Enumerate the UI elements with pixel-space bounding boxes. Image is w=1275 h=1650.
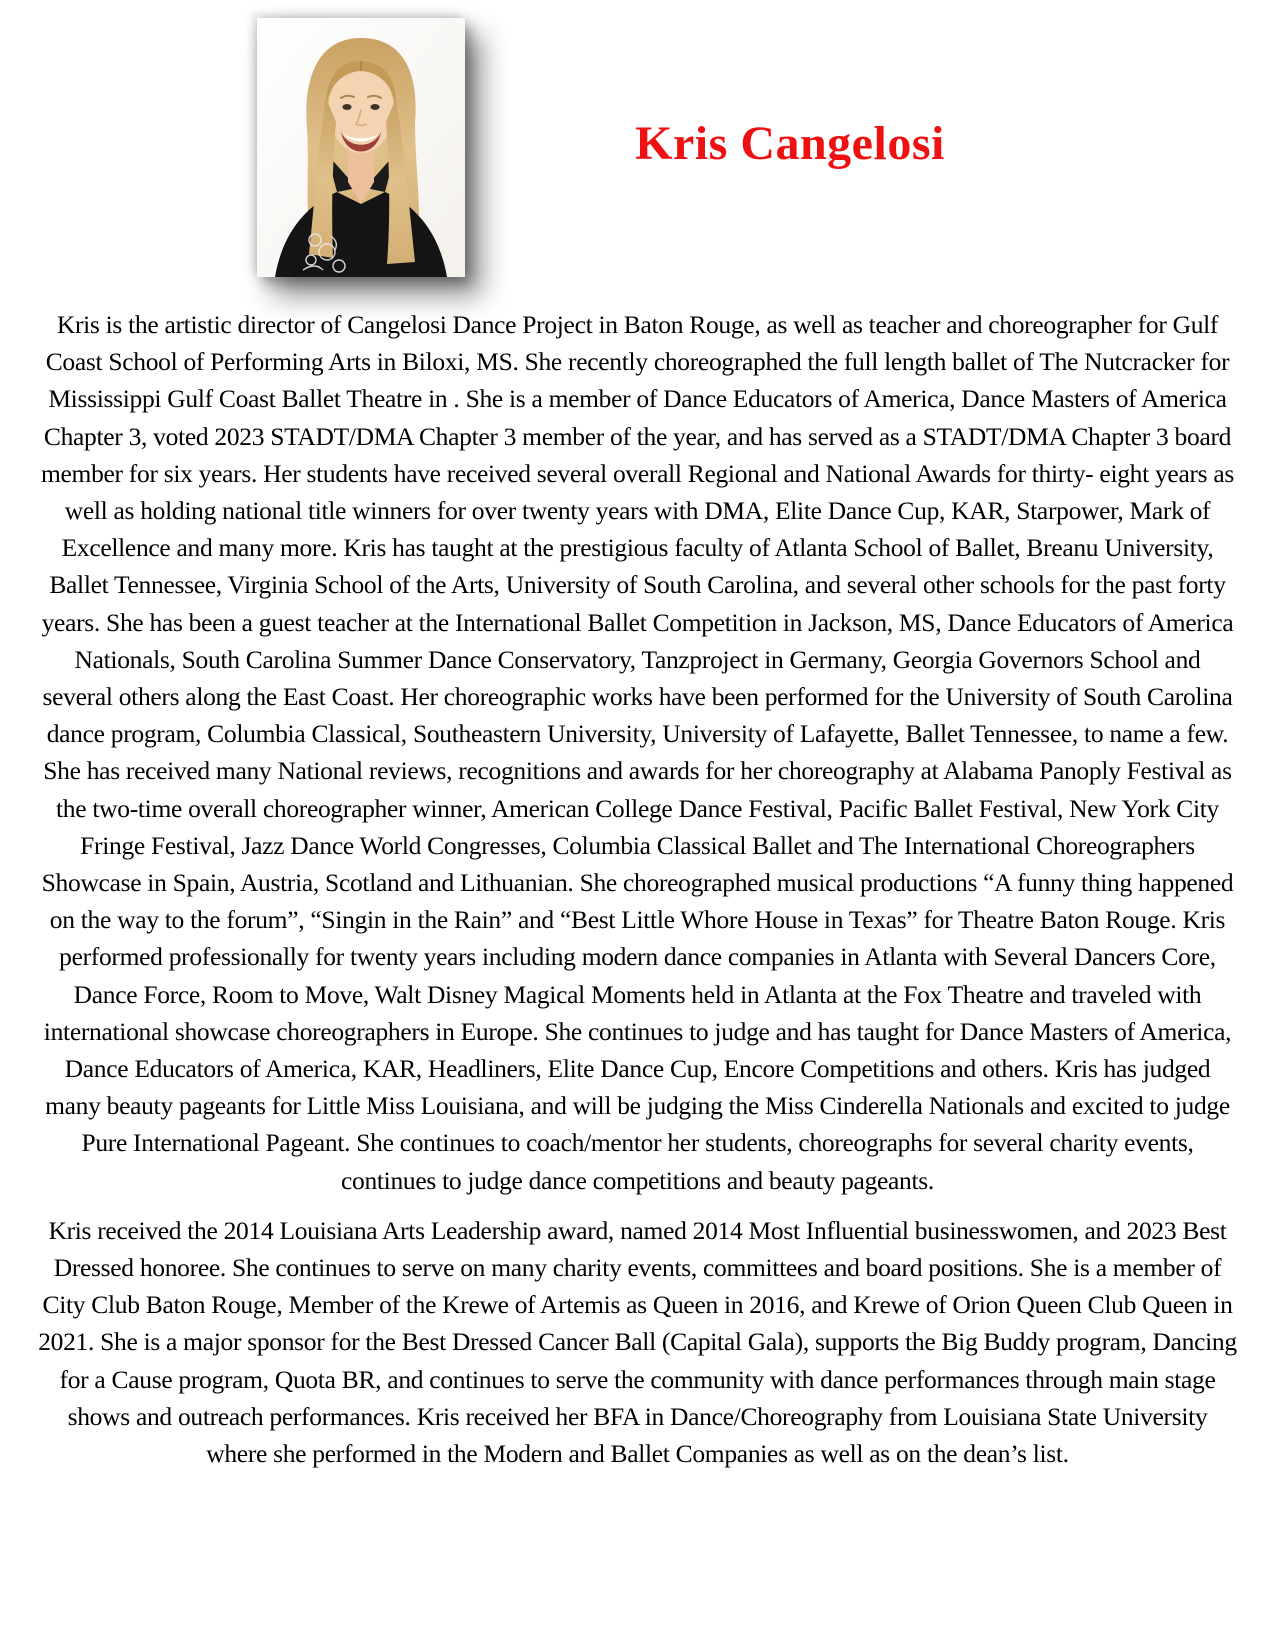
bio-paragraph-2: Kris received the 2014 Louisiana Arts Leadership award, named 2014 Most Influential businesswomen, and 2023 Best Dressed honoree. She continues to serve on many charity events, committees and board positions. She is a member of City Club Baton Rouge, Member of the Krewe of Artemis as Queen in 2016, and Krewe of Orion Queen Club Queen in 2021. She is a major sponsor for the Best Dressed Cancer Ball (Capital Gala), supports the Big Buddy program, Dancing for a Cause program, Quota BR, and continues to serve the community with dance performances through main stage shows and outreach performances. Kris received her BFA in Dance/Choreography from Louisiana State University where she performed in the Modern and Ballet Companies as well as on the dean’s list.	[38, 1215, 1237, 1469]
bio-paragraph-1: Kris is the artistic director of Cangelosi Dance Project in Baton Rouge, as well as teacher and choreographer for Gulf Coast School of Performing Arts in Biloxi, MS. She recently choreographed the full length ballet of The Nutcracker for Mississippi Gulf Coast Ballet Theatre in . She is a member of Dance Educators of America, Dance Masters of America Chapter 3, voted 2023 STADT/DMA Chapter 3 member of the year, and has served as a STADT/DMA Chapter 3 board member for six years. Her students have received several overall Regional and National Awards for thirty- eight years as well as holding national title winners for over twenty years with DMA, Elite Dance Cup, KAR, Starpower, Mark of Excellence and many more. Kris has taught at the prestigious faculty of Atlanta School of Ballet, Breanu University, Ballet Tennessee, Virginia School of the Arts, University of South Carolina, and several other schools for the past forty years. She has been a guest teacher at the International Ballet Competition in Jackson, MS, Dance Educators of America Nationals, South Carolina Summer Dance Conservatory, Tanzproject in Germany, Georgia Governors School and several others along the East Coast. Her choreographic works have been performed for the University of South Carolina dance program, Columbia Classical, Southeastern University, University of Lafayette, Ballet Tennessee, to name a few. She has received many National reviews, recognitions and awards for her choreography at Alabama Panoply Festival as the two-time overall choreographer winner, American College Dance Festival, Pacific Ballet Festival, New York City Fringe Festival, Jazz Dance World Congresses, Columbia Classical Ballet and The International Choreographers Showcase in Spain, Austria, Scotland and Lithuanian. She choreographed musical productions “A funny thing happened on the way to the forum”, “Singin in the Rain” and “Best Little Whore House in Texas” for Theatre Baton Rouge. Kris performed professionally for twenty years including modern dance companies in Atlanta with Several Dancers Core, Dance Force, Room to Move, Walt Disney Magical Moments held in Atlanta at the Fox Theatre and traveled with international showcase choreographers in Europe. She continues to judge and has taught for Dance Masters of America, Dance Educators of America, KAR, Headliners, Elite Dance Cup, Encore Competitions and others. Kris has judged many beauty pageants for Little Miss Louisiana, and will be judging the Miss Cinderella Nationals and excited to judge Pure International Pageant. She continues to coach/mentor her students, choreographs for several charity events, continues to judge dance competitions and beauty pageants.	[40, 310, 1235, 1195]
portrait-illustration	[257, 18, 465, 277]
page-title: Kris Cangelosi	[635, 117, 945, 170]
bio-text	[38, 306, 1237, 1472]
profile-photo	[257, 18, 465, 277]
